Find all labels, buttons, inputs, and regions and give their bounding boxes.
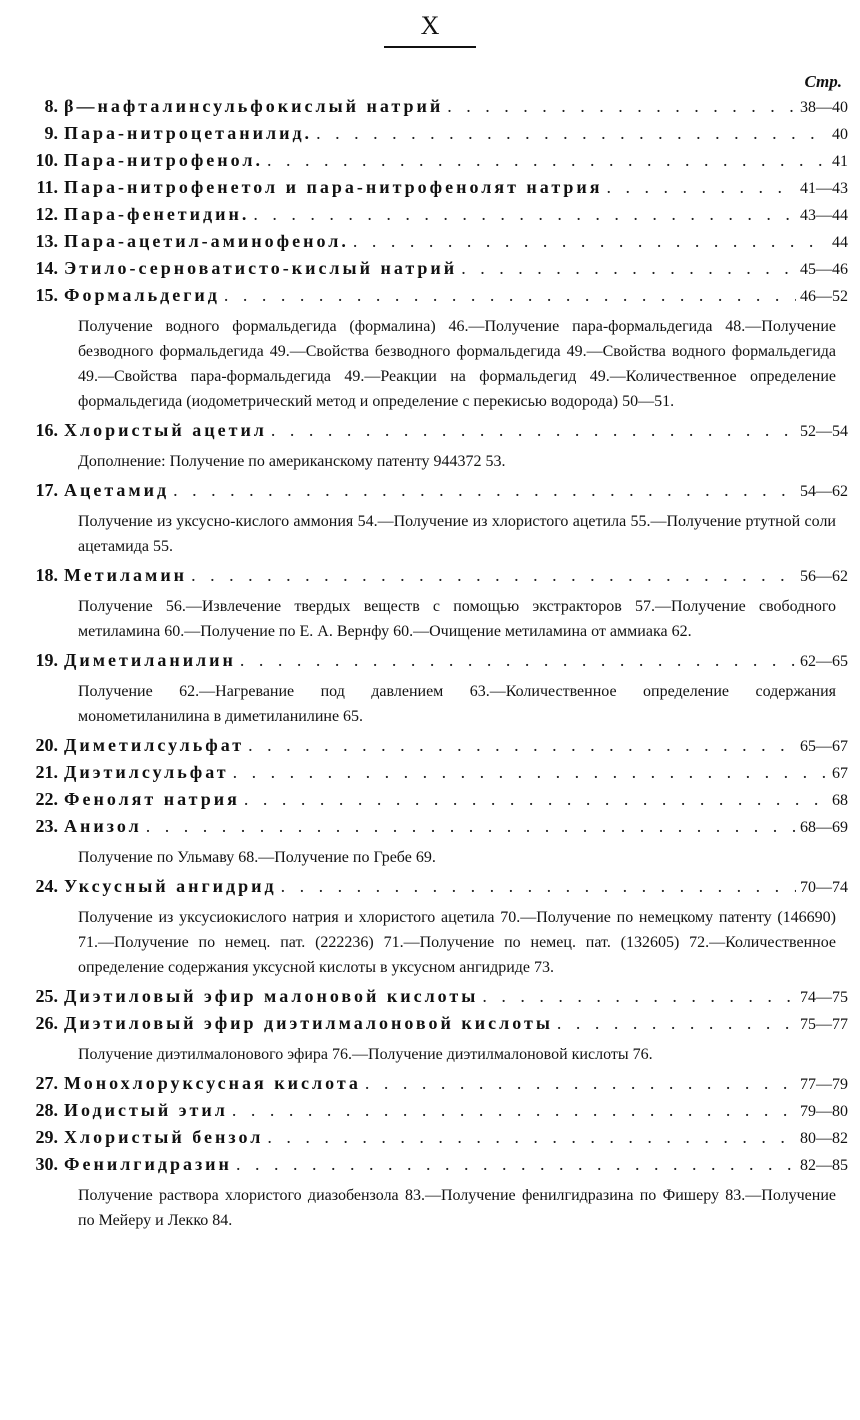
entry-number: 23. [35, 816, 58, 836]
entry-pages: 40 [832, 126, 848, 143]
toc-entry [12, 231, 848, 258]
toc-entry [12, 789, 848, 816]
toc-entry [12, 1073, 848, 1100]
entry-pages: 74—75 [800, 989, 848, 1006]
toc-entry [12, 1100, 848, 1127]
entry-pages: 70—74 [800, 879, 848, 896]
entry-pages: 79—80 [800, 1103, 848, 1120]
entry-subtopics: Получение раствора хлористого диазобензола 83.—Получение фенилгидразина по Фишеру 83.—Получение по Мейеру и Лекко 84. [78, 1187, 836, 1229]
entry-number: 30. [35, 1154, 58, 1174]
entry-title: Пара-фенетидин. [64, 204, 250, 224]
entry-pages: 43—44 [800, 207, 848, 224]
entry-pages: 38—40 [800, 99, 848, 116]
entry-pages: 56—62 [800, 568, 848, 585]
entry-pages: 41 [832, 153, 848, 170]
entry-number: 21. [35, 762, 58, 782]
entry-number: 11. [36, 177, 58, 197]
dot-leader [236, 1154, 796, 1175]
entry-subtopics: Получение диэтилмалонового эфира 76.—Получение диэтилмалоновой кислоты 76. [78, 1046, 653, 1063]
entry-pages: 65—67 [800, 738, 848, 755]
entry-title: Пара-нитрофенол. [64, 150, 263, 170]
entry-pages: 67 [832, 765, 848, 782]
entry-number: 13. [35, 231, 58, 251]
entry-number: 27. [35, 1073, 58, 1093]
toc-entry [12, 96, 848, 123]
entry-subtopics: Получение по Ульмаву 68.—Получение по Гребе 69. [78, 849, 436, 866]
entry-number: 16. [35, 420, 58, 440]
entry-number: 12. [35, 204, 58, 224]
entry-title: Диэтилсульфат [64, 762, 229, 782]
pages-column-label: Стр. [804, 72, 842, 91]
toc-entry [12, 285, 848, 312]
entry-pages: 41—43 [800, 180, 848, 197]
toc-entry [12, 1127, 848, 1154]
entry-title: Фенилгидразин [64, 1154, 232, 1174]
dot-leader [607, 177, 797, 198]
entry-pages: 46—52 [800, 288, 848, 305]
toc-entry [12, 258, 848, 285]
entry-pages: 68—69 [800, 819, 848, 836]
dot-leader [233, 762, 828, 783]
dot-leader [482, 986, 796, 1007]
dot-leader [271, 420, 796, 441]
entry-title: Иодистый этил [64, 1100, 228, 1120]
toc-entry [12, 480, 848, 507]
entry-number: 18. [35, 565, 58, 585]
entry-number: 25. [35, 986, 58, 1006]
entry-title: Метиламин [64, 565, 188, 585]
entry-number: 14. [35, 258, 58, 278]
entry-number: 15. [35, 285, 58, 305]
entry-pages: 62—65 [800, 653, 848, 670]
dot-leader [173, 480, 796, 501]
entry-title: Диметиланилин [64, 650, 236, 670]
toc-entry [12, 735, 848, 762]
dot-leader [281, 876, 796, 897]
toc-entry [12, 204, 848, 231]
entry-pages: 75—77 [800, 1016, 848, 1033]
entry-subtopics: Получение из уксусиокислого натрия и хлористого ацетила 70.—Получение по немецкому патенту (146690) 71.—Получение по немец. пат. (222236) 71.—Получение по немец. пат. (132605) 72.—Количественное определение содержания уксусной кислоты в уксусном ангидриде 73. [78, 909, 836, 976]
entry-title: Фенолят натрия [64, 789, 240, 809]
dot-leader [232, 1100, 796, 1121]
dot-leader [353, 231, 828, 252]
entry-title: Ацетамид [64, 480, 170, 500]
dot-leader [365, 1073, 796, 1094]
toc-entry [12, 650, 848, 677]
entry-pages: 52—54 [800, 423, 848, 440]
toc-entry [12, 876, 848, 903]
entry-title: Монохлоруксусная кислота [64, 1073, 361, 1093]
entry-number: 24. [35, 876, 58, 896]
entry-title: Пара-ацетил-аминофенол. [64, 231, 349, 251]
entry-pages: 44 [832, 234, 848, 251]
entry-pages: 68 [832, 792, 848, 809]
entry-pages: 54—62 [800, 483, 848, 500]
entry-number: 8. [44, 96, 58, 116]
toc-entry [12, 177, 848, 204]
entry-number: 19. [35, 650, 58, 670]
entry-number: 28. [35, 1100, 58, 1120]
entry-pages: 77—79 [800, 1076, 848, 1093]
entry-number: 10. [35, 150, 58, 170]
entry-pages: 80—82 [800, 1130, 848, 1147]
entry-number: 9. [44, 123, 58, 143]
toc-entry [12, 816, 848, 843]
entry-title: Диметилсульфат [64, 735, 245, 755]
dot-leader [267, 150, 828, 171]
entry-pages: 45—46 [800, 261, 848, 278]
toc-entry [12, 1154, 848, 1181]
dot-leader [461, 258, 796, 279]
entry-number: 29. [35, 1127, 58, 1147]
dot-leader [240, 650, 796, 671]
page-header [0, 8, 860, 48]
entry-subtopics: Получение 56.—Извлечение твердых веществ с помощью экстракторов 57.—Получение свободного метиламина 60.—Получение по Е. А. Вернфу 60.—Очищение метиламина от аммиака 62. [78, 598, 836, 640]
toc-entry [12, 1013, 848, 1040]
entry-number: 17. [35, 480, 58, 500]
entry-title: Диэтиловый эфир диэтилмалоновой кислоты [64, 1013, 553, 1033]
toc-entry [12, 123, 848, 150]
toc-entry [12, 150, 848, 177]
entry-title: Этило-серноватисто-кислый натрий [64, 258, 458, 278]
entry-title: Уксусный ангидрид [64, 876, 277, 896]
entry-title: Анизол [64, 816, 142, 836]
entry-subtopics: Получение водного формальдегида (формалина) 46.—Получение пара-формальдегида 48.—Получение безводного формальдегида 49.—Свойства безводного формальдегида 49.—Свойства водного формальдегида 49.—Свойства пара-формальдегида 49.—Реакции на формальдегид 49.—Количественное определение формальдегида (иодометрический метод и определение с перекисью водорода) 50—51. [78, 318, 836, 410]
entry-title: Хлористый ацетил [64, 420, 267, 440]
toc-entry [12, 565, 848, 592]
toc-entry [12, 986, 848, 1013]
header-rule [384, 46, 476, 48]
dot-leader [447, 96, 796, 117]
entry-title: Формальдегид [64, 285, 220, 305]
entry-number: 20. [35, 735, 58, 755]
dot-leader [248, 735, 796, 756]
toc-entry [12, 762, 848, 789]
entry-subtopics: Получение из уксусно-кислого аммония 54.—Получение из хлористого ацетила 55.—Получение ртутной соли ацетамида 55. [78, 513, 836, 555]
toc-entry [12, 420, 848, 447]
dot-leader [224, 285, 796, 306]
entry-title: Пара-нитроцетанилид. [64, 123, 313, 143]
entry-subtopics: Получение 62.—Нагревание под давлением 63.—Количественное определение содержания монометиланилина в диметиланилине 65. [78, 683, 836, 725]
entry-title: Диэтиловый эфир малоновой кислоты [64, 986, 479, 1006]
dot-leader [267, 1127, 796, 1148]
page-number: X [420, 11, 440, 40]
dot-leader [316, 123, 828, 144]
entry-title: Пара-нитрофенетол и пара-нитрофенолят натрия [64, 177, 603, 197]
dot-leader [146, 816, 796, 837]
entry-pages: 82—85 [800, 1157, 848, 1174]
entry-title: β—нафталинсульфокислый натрий [64, 96, 444, 116]
dot-leader [191, 565, 796, 586]
table-of-contents [12, 96, 848, 1239]
dot-leader [244, 789, 828, 810]
entry-number: 26. [35, 1013, 58, 1033]
entry-subtopics: Дополнение: Получение по американскому патенту 944372 53. [78, 453, 506, 470]
entry-title: Хлористый бензол [64, 1127, 264, 1147]
dot-leader [253, 204, 796, 225]
entry-number: 22. [35, 789, 58, 809]
dot-leader [557, 1013, 796, 1034]
